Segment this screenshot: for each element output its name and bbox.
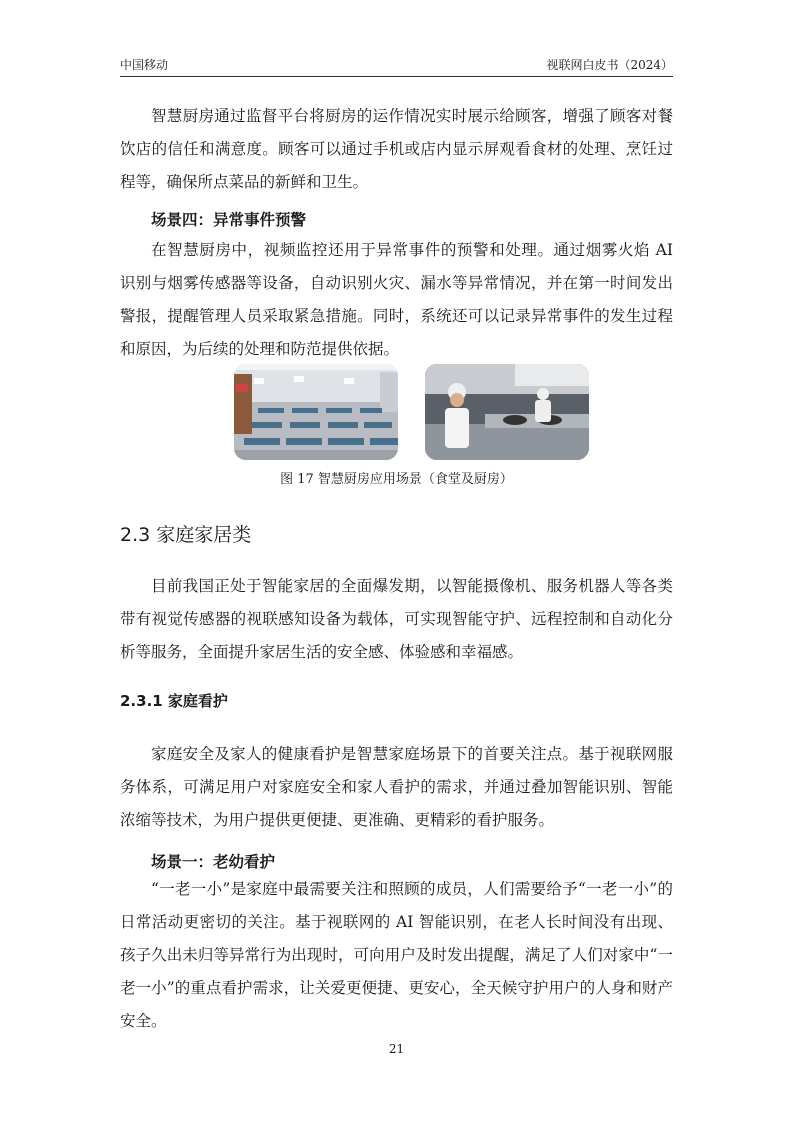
page-header bbox=[120, 56, 673, 77]
scene-four-heading: 场景四：异常事件预警 bbox=[151, 211, 307, 229]
kitchen-photo bbox=[425, 364, 589, 460]
paragraph-elderly-child-care: “一老一小”是家庭中最需要关注和照顾的成员，人们需要给予“一老一小”的日常活动更密切的关注。基于视联网的 AI 智能识别，在老人长时间没有出现、孩子久出未归等异常行为出现时，可向用户及时发出提醒，满足了人们对家中“一老一小”的重点看护需求，让关爱更便捷、更安心，全天候守护用户的人身和财产安全。 bbox=[120, 880, 673, 1030]
scene-one-heading: 场景一：老幼看护 bbox=[151, 853, 276, 871]
page-number: 21 bbox=[388, 1042, 405, 1056]
paragraph-kitchen-supervision: 智慧厨房通过监督平台将厨房的运作情况实时展示给顾客，增强了顾客对餐饮店的信任和满意度。顾客可以通过手机或店内显示屏观看食材的处理、烹饪过程等，确保所点菜品的新鲜和卫生。 bbox=[120, 107, 673, 191]
paragraph-smart-home-intro: 目前我国正处于智能家居的全面爆发期，以智能摄像机、服务机器人等各类带有视觉传感器的视联感知设备为载体，可实现智能守护、远程控制和自动化分析等服务，全面提升家居生活的安全感、体验感和幸福感。 bbox=[120, 577, 673, 661]
section-heading: 2.3 家庭家居类 bbox=[120, 524, 252, 546]
header-org: 中国移动 bbox=[120, 58, 169, 72]
paragraph-home-care: 家庭安全及家人的健康看护是智慧家庭场景下的首要关注点。基于视联网服务体系，可满足用户对家庭安全和家人看护的需求，并通过叠加智能识别、智能浓缩等技术，为用户提供更便捷、更准确、更精彩的看护服务。 bbox=[120, 745, 673, 829]
paragraph-abnormal-alert: 在智慧厨房中，视频监控还用于异常事件的预警和处理。通过烟雾火焰 AI 识别与烟雾传感器等设备，自动识别火灾、漏水等异常情况，并在第一时间发出警报，提醒管理人员采取紧急措施。同时，系统还可以记录异常事件的发生过程和原因，为后续的处理和防范提供依据。 bbox=[120, 241, 673, 358]
canteen-photo bbox=[234, 364, 398, 460]
subsection-heading: 2.3.1 家庭看护 bbox=[120, 692, 228, 710]
figure-caption: 图 17 智慧厨房应用场景（食堂及厨房） bbox=[280, 472, 513, 487]
header-doc-title: 视联网白皮书（2024） bbox=[546, 58, 673, 72]
